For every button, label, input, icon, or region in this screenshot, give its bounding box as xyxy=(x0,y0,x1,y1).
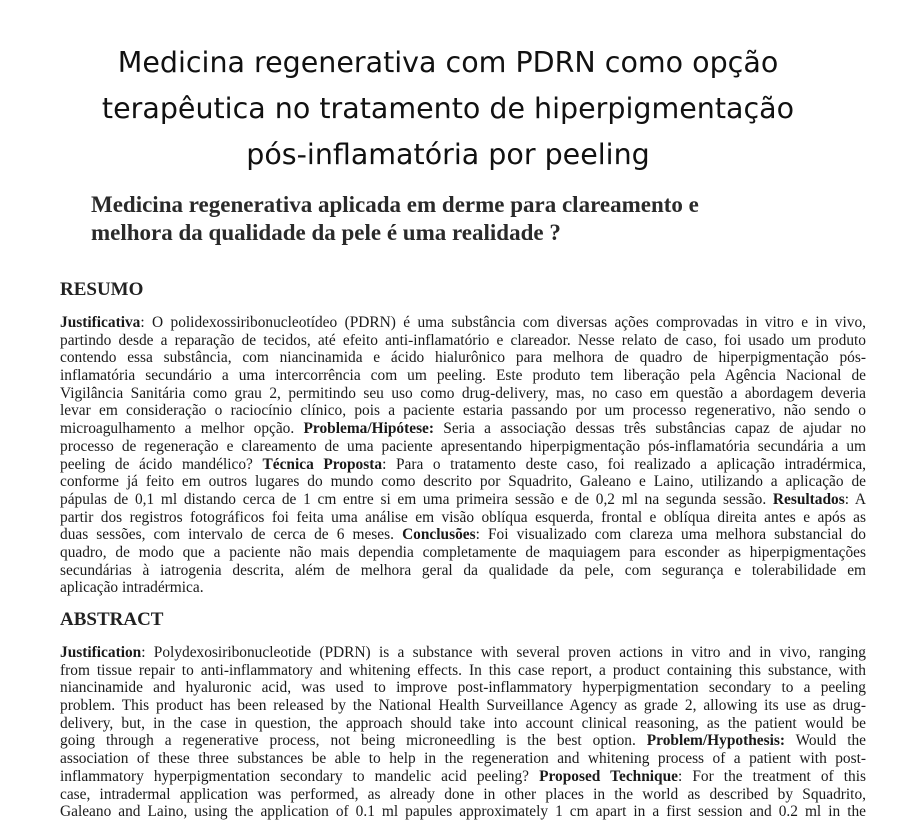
text-run: : O polidexossiribonucleotídeo (PDRN) é uma substância com diversas ações comprovadas in vitro e in vivo, xyxy=(140,314,866,331)
text-run: : Foi visualizado com clareza uma melhora substancial do xyxy=(475,526,866,544)
text-run: Seria a associação dessas três substâncias capaz de ajudar no xyxy=(434,420,866,438)
text-line xyxy=(60,491,866,509)
text-run: inflammatory hyperpigmentation secondary to mandelic acid peeling? xyxy=(60,767,540,785)
text-line xyxy=(60,750,866,768)
text-line xyxy=(60,786,866,804)
text-line xyxy=(60,456,866,474)
text-line xyxy=(60,473,866,491)
text-run: Would the xyxy=(784,732,866,750)
text-run: : Para o tratamento deste caso, foi realizado a aplicação intradérmica, xyxy=(382,455,866,473)
text-run: secundárias à iatrogenia descrita, além de melhora geral da qualidade da pele, com segurança e tolerabilidade em xyxy=(60,561,866,579)
bold-run: Proposed Technique xyxy=(539,767,678,785)
text-line xyxy=(60,544,866,562)
text-run: partindo desde a reparação de tecidos, até efeito anti-inflamatório e clareador. Nesse relato de caso, foi usado um produto xyxy=(60,331,866,349)
text-line xyxy=(60,385,866,403)
text-run: conforme já feito em outros lugares do mundo como descrito por Squadrito, Galeano e Laino, utilizando a aplicação de xyxy=(60,473,866,491)
text-run: delivery, but, in the case in question, the approach should take into account clinical reasoning, as the patient would be xyxy=(60,714,866,732)
text-line xyxy=(60,579,866,597)
text-run: contendo essa substância, com niancinamida e ácido hialurônico para melhora de quadro de hiperpigmentação pós- xyxy=(60,349,866,367)
text-run: aplicação intradérmica. xyxy=(60,579,204,597)
paper-title xyxy=(60,40,836,178)
text-line xyxy=(60,420,866,438)
text-run: Vigilância Sanitária como grau 2, permitindo seu uso como drug-delivery, mas, no caso em questão a abordagem deveria xyxy=(60,384,866,402)
text-run: : For the treatment of this xyxy=(678,767,866,785)
text-line xyxy=(60,562,866,580)
text-run: from tissue repair to anti-inflammatory and whitening effects. In this case report, a product containing this substance, with xyxy=(60,661,866,679)
text-run: peeling de ácido mandélico? xyxy=(60,455,263,473)
text-line xyxy=(60,314,866,332)
text-line xyxy=(60,402,866,420)
text-run: association of these three substances be able to help in the regeneration and whitening process of a patient with post- xyxy=(60,750,866,768)
resumo-heading: RESUMO xyxy=(60,279,144,300)
subtitle-line: Medicina regenerativa aplicada em derme para clareamento e xyxy=(91,192,699,217)
text-line xyxy=(60,697,866,715)
bold-run: Técnica Proposta xyxy=(262,455,383,473)
bold-run: Resultados xyxy=(772,490,845,508)
bold-run: Conclusões xyxy=(402,526,476,544)
text-line xyxy=(60,715,866,733)
bold-run: Justification xyxy=(60,644,142,661)
text-line xyxy=(60,438,866,456)
text-run: processo de regeneração e clareamento de uma paciente apresentando hiperpigmentação pós-inflamatória secundária a um xyxy=(60,437,866,455)
text-line xyxy=(60,732,866,750)
bold-run: Problema/Hipótese: xyxy=(303,420,435,438)
text-run: : A xyxy=(844,490,866,508)
text-run: quadro, de modo que a paciente não mais dependia completamente de maquiagem para esconder as hiperpigmentações xyxy=(60,543,866,561)
title-line: pós-inflamatória por peeling xyxy=(246,138,650,171)
resumo-body xyxy=(60,314,866,597)
bold-run: Problem/Hypothesis: xyxy=(646,732,785,750)
bold-run: Justificativa xyxy=(60,314,141,331)
title-line: terapêutica no tratamento de hiperpigmentação xyxy=(101,92,795,125)
text-run: inflamatória secundário a uma intercorrência com um peeling. Este produto tem liberação pela Agência Nacional de xyxy=(60,367,866,385)
subtitle-line: melhora da qualidade da pele é uma realidade ? xyxy=(91,220,561,245)
text-run: going through a regenerative process, not being microneedling is the best option. xyxy=(60,732,647,750)
text-run: partir dos registros fotográficos foi feita uma análise em visão oblíqua esquerda, frontal e oblíqua direita antes e após as xyxy=(60,508,866,526)
text-line xyxy=(60,679,866,697)
text-run: levar em consideração o raciocínio clínico, pois a paciente estaria passando por um processo regenerativo, não sendo o xyxy=(60,402,866,420)
text-line xyxy=(60,662,866,680)
text-line xyxy=(60,526,866,544)
text-run: case, intradermal application was performed, as already done in other places in the world as described by Squadrito, xyxy=(60,785,866,803)
text-line xyxy=(60,509,866,527)
abstract-body xyxy=(60,644,866,821)
text-line xyxy=(60,644,866,662)
title-line: Medicina regenerativa com PDRN como opção xyxy=(117,46,779,79)
text-line xyxy=(60,803,866,821)
text-run: : Polydexosiribonucleotide (PDRN) is a substance with several proven actions in vitro and in vivo, ranging xyxy=(141,644,866,661)
text-run: niancinamide and hyaluronic acid, was used to improve post-inflammatory hyperpigmentation secondary to a peeling xyxy=(60,679,866,697)
abstract-heading: ABSTRACT xyxy=(60,609,164,630)
text-line xyxy=(60,349,866,367)
text-run: problem. This product has been released by the National Health Surveillance Agency as grade 2, allowing its use as drug- xyxy=(60,697,866,715)
paper-subtitle xyxy=(91,191,871,247)
text-run: pápulas de 0,1 ml distando cerca de 1 cm entre si em uma primeira sessão e de 0,2 ml na segunda sessão. xyxy=(60,490,773,508)
text-line xyxy=(60,332,866,350)
text-run: duas sessões, com intervalo de cerca de 6 meses. xyxy=(60,526,403,544)
text-line xyxy=(60,768,866,786)
text-run: Galeano and Laino, using the application of 0.1 ml papules approximately 1 cm apart in a first session and 0.2 ml in the xyxy=(60,803,866,821)
text-line xyxy=(60,367,866,385)
text-run: microagulhamento a melhor opção. xyxy=(60,420,304,438)
